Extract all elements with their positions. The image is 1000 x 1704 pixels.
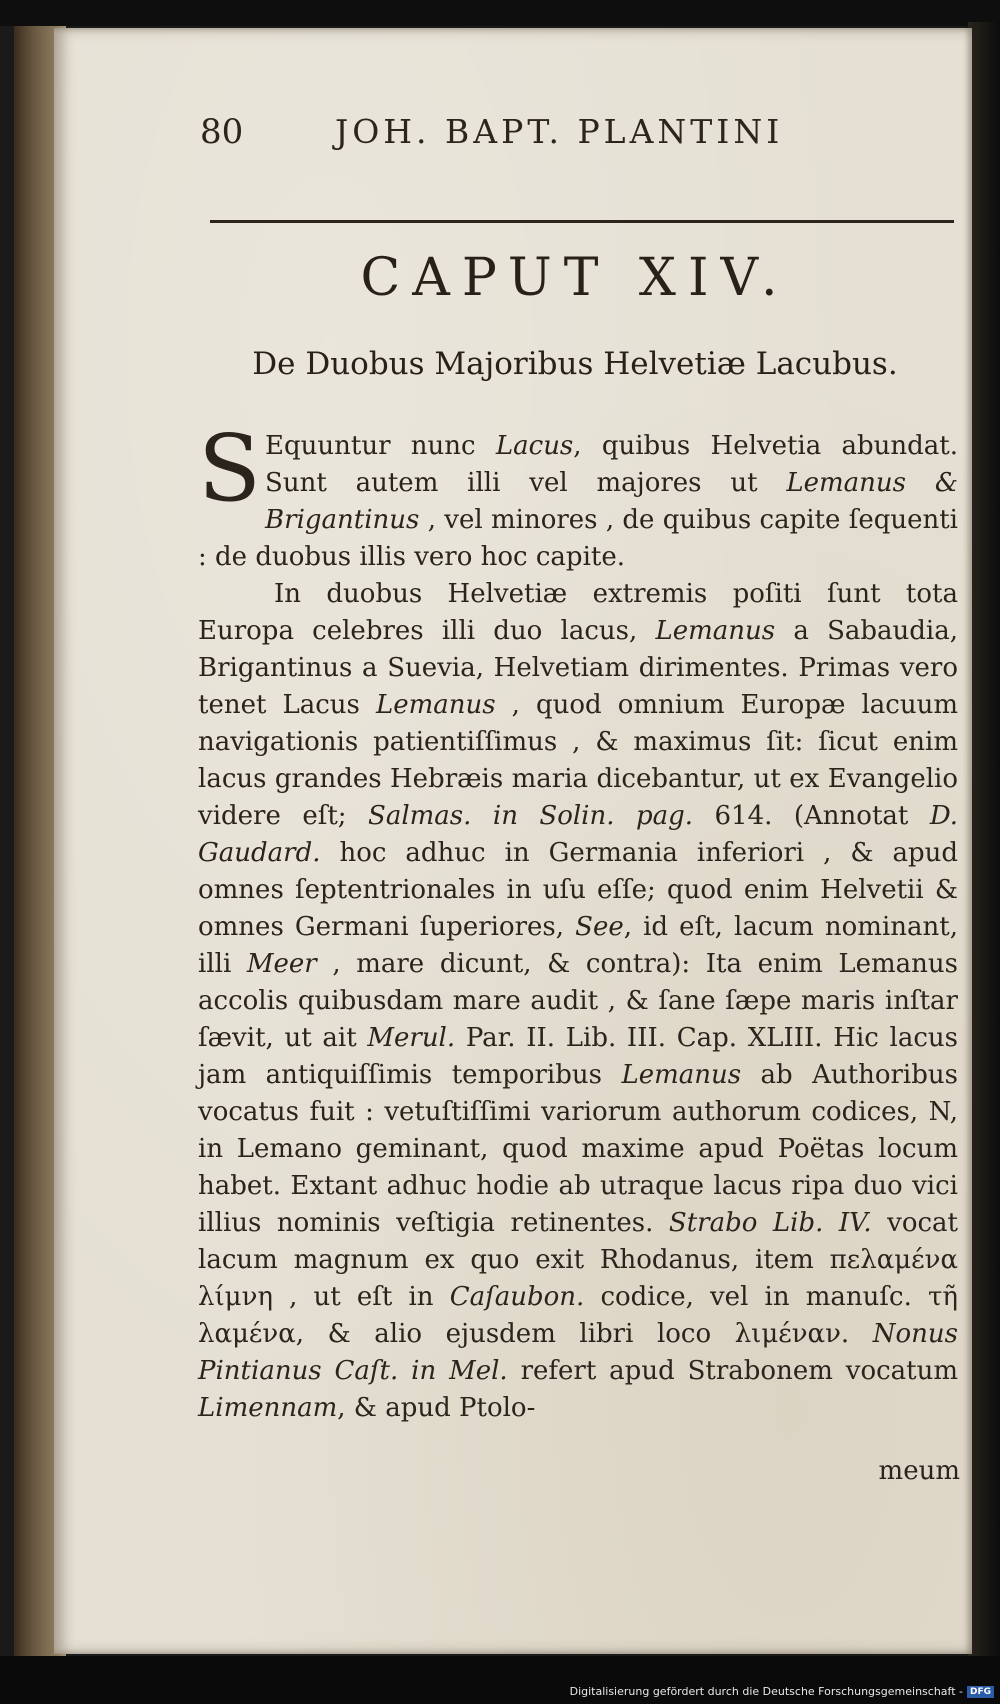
page-right-edge	[968, 22, 1000, 1662]
drop-cap: S	[198, 415, 262, 522]
italic-run: Lemanus	[655, 616, 776, 646]
text-run: hoc adhuc in Germania inferiori , & apud omnes ſeptentrionales in uſu eſſe; quod enim Helvetii & omnes Germani ſuperiores,	[198, 838, 958, 942]
text-run: In duobus Helvetiæ extremis poſiti ſunt tota Europa celebres illi duo lacus,	[198, 579, 958, 646]
text-run: , & alio ejusdem libri loco	[295, 1319, 735, 1349]
text-run: 614. (Annotat	[693, 801, 930, 831]
text-run: refert apud Strabonem vocatum	[507, 1356, 959, 1386]
italic-run: Strabo Lib. IV.	[668, 1208, 872, 1238]
text-run	[849, 1319, 873, 1349]
italic-run: Lacus	[495, 431, 574, 461]
dfg-logo: DFG	[967, 1686, 994, 1698]
text-run: Equuntur nunc	[265, 431, 496, 461]
chapter-subtitle: De Duobus Majoribus Helvetiæ Lacubus.	[252, 346, 898, 382]
italic-run: Nonus Pintianus Caſt. in Mel.	[198, 1319, 958, 1386]
page-number: 80	[200, 112, 244, 152]
text-run: a Sabaudia, Brigantinus a Suevia, Helvetiam dirimentes. Primas vero tenet Lacus	[198, 616, 958, 720]
italic-run: D. Gaudard.	[198, 801, 958, 868]
italic-run: See	[575, 912, 624, 942]
greek-run: πελαμένα λίμνη	[198, 1245, 958, 1312]
italic-run: Meer	[246, 949, 317, 979]
header-rule	[210, 220, 954, 223]
running-title: JOH. BAPT. PLANTINI	[335, 112, 784, 151]
paragraph-2	[198, 576, 958, 1427]
text-run: Par. II. Lib. III. Cap. XLIII. Hic lacus jam antiquiſſimis temporibus	[198, 1023, 959, 1090]
chapter-title: CAPUT XIV.	[360, 248, 790, 308]
catchword: meum	[878, 1456, 960, 1486]
text-run: , id eſt, lacum nominant, illi	[198, 912, 958, 979]
text-run: vocat lacum magnum ex quo exit Rhodanus, item	[198, 1208, 959, 1275]
paragraph-1	[198, 415, 959, 576]
italic-run: Lemanus & Brigantinus	[265, 468, 958, 535]
text-run: , quibus Helvetia abundat. Sunt autem illi vel majores ut	[265, 431, 959, 498]
italic-run: Caſaubon.	[449, 1282, 585, 1312]
text-run: , vel minores , de quibus capite ſequenti : de duobus illis vero hoc capite.	[198, 505, 958, 572]
greek-run: λιμέναν.	[734, 1319, 850, 1349]
scan-bottom-border	[0, 1656, 1000, 1704]
italic-run: Salmas. in Solin. pag.	[368, 801, 694, 831]
body-text	[198, 415, 959, 1427]
greek-run: τῆ λαμένα	[198, 1282, 958, 1349]
text-run: , & apud Ptolo-	[337, 1393, 536, 1423]
italic-run: Limennam	[198, 1393, 338, 1423]
text-run: , mare dicunt, & contra): Ita enim Lemanus accolis quibusdam mare audit , & ſane ſæpe maris inſtar ſævit, ut ait	[198, 949, 958, 1053]
italic-run: Lemanus	[621, 1060, 742, 1090]
italic-run: Merul.	[367, 1023, 456, 1053]
running-head	[0, 112, 1000, 172]
italic-run: Lemanus	[375, 690, 496, 720]
text-run: codice, vel in manuſc.	[584, 1282, 929, 1312]
credit-text: Digitalisierung gefördert durch die Deutsche Forschungsgemeinschaft -	[569, 1685, 963, 1698]
scan-top-border	[0, 0, 1000, 26]
text-run: ab Authoribus vocatus fuit : vetuſtiſſimi variorum authorum codices, N, in Lemano geminant, quod maxime apud Poëtas locum habet. Extant adhuc hodie ab utraque lacus ripa duo vici illius nominis veſtigia retinentes.	[198, 1060, 958, 1238]
digitization-credit	[570, 1685, 994, 1698]
text-run: , ut eſt in	[272, 1282, 450, 1312]
text-run: , quod omnium Europæ lacuum navigationis patientiſſimus , & maximus ſit: ſicut enim lacus grandes Hebræis maria dicebantur, ut ex Evangelio videre eſt;	[198, 690, 958, 831]
